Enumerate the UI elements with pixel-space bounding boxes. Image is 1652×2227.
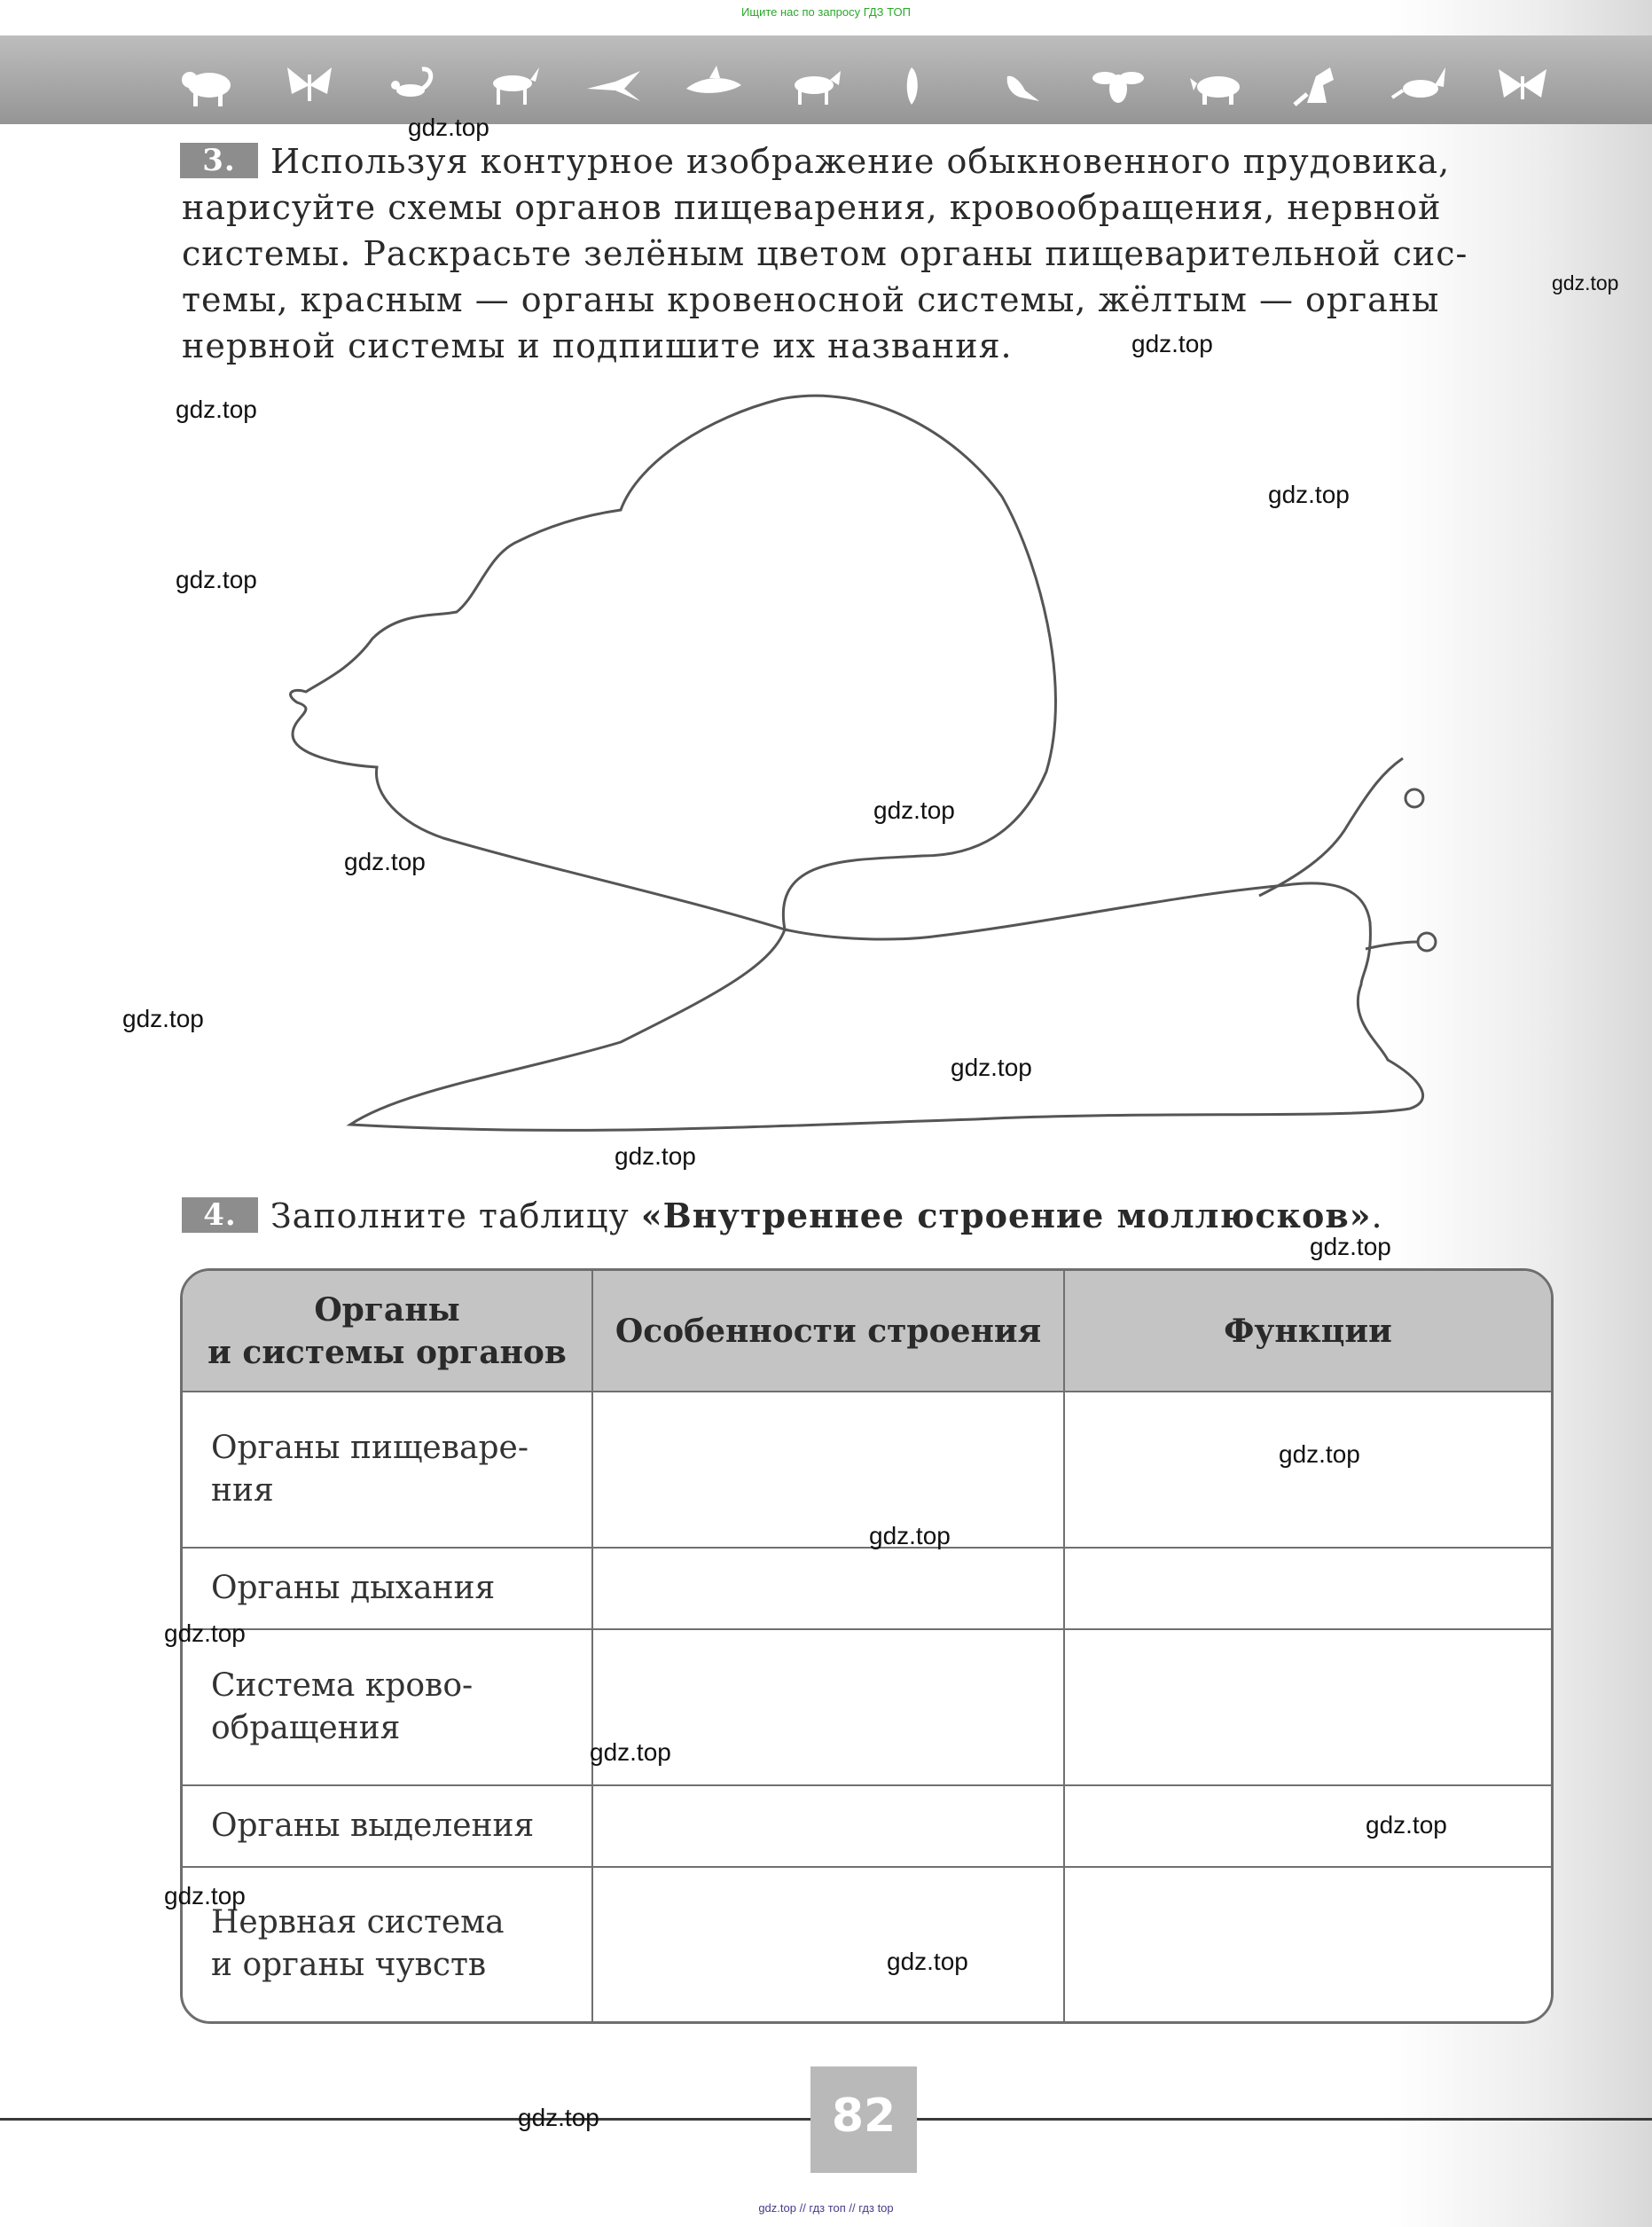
watermark: gdz.top: [164, 1882, 246, 1909]
row-label-excretory: Органы выделения: [183, 1785, 592, 1867]
task3-line-4: темы, красным — органы кровеносной системы, жёлтым — органы: [182, 280, 1440, 319]
row-label-nervous: Нервная система и органы чувств: [183, 1867, 592, 2021]
watermark: gdz.top: [518, 2104, 599, 2131]
cell-excretory-structure[interactable]: [592, 1785, 1064, 1867]
cell-nervous-functions[interactable]: [1064, 1867, 1551, 2021]
table-row: [183, 1867, 1551, 2021]
task4-instruction: Заполните таблицу: [270, 1196, 641, 1235]
task3-line-2: нарисуйте схемы органов пищеварения, кровообращения, нервной: [182, 188, 1442, 227]
row-label-respiratory: Органы дыхания: [183, 1548, 592, 1629]
snail-foot: [350, 883, 1423, 1131]
task4-table-title: «Внутреннее строение моллюсков»: [640, 1196, 1372, 1235]
snail-tentacle-lower: [1366, 942, 1417, 949]
watermark: gdz.top: [1279, 1440, 1360, 1468]
watermark: gdz.top: [1552, 271, 1619, 294]
cell-respiratory-functions[interactable]: [1064, 1548, 1551, 1629]
watermark: gdz.top: [1131, 330, 1213, 357]
watermark: gdz.top: [615, 1142, 696, 1170]
row-label-digestive: Органы пищеваре- ния: [183, 1392, 592, 1548]
table-row: [183, 1629, 1551, 1785]
watermark: gdz.top: [887, 1948, 968, 1975]
watermark: gdz.top: [869, 1522, 951, 1549]
watermark: gdz.top: [164, 1619, 246, 1647]
top-note: Ищите нас по запросу ГДЗ ТОП: [741, 5, 911, 19]
snail-eye-lower: [1418, 933, 1436, 951]
col-header-functions: Функции: [1064, 1271, 1551, 1392]
task3-line-3: системы. Раскрасьте зелёным цветом органы пищеварительной сис-: [182, 234, 1468, 273]
task4-text: 4. Заполните таблицу «Внутреннее строение моллюсков».: [182, 1193, 1552, 1239]
table-header-row: [183, 1271, 1551, 1392]
footer-rule-right: [917, 2118, 1652, 2121]
mollusc-structure-table: [180, 1268, 1554, 2024]
watermark: gdz.top: [408, 114, 489, 141]
snail-tentacle-upper: [1259, 758, 1403, 896]
task3-line-5: нервной системы и подпишите их названия.: [182, 326, 1013, 365]
col-header-structure: Особенности строения: [592, 1271, 1064, 1392]
cell-digestive-structure[interactable]: [592, 1392, 1064, 1548]
table-row: [183, 1785, 1551, 1867]
cell-respiratory-structure[interactable]: [592, 1548, 1064, 1629]
watermark: gdz.top: [344, 848, 426, 875]
watermark: gdz.top: [176, 566, 257, 593]
bottom-note: gdz.top // гдз топ // гдз top: [758, 2201, 894, 2215]
cell-digestive-functions[interactable]: [1064, 1392, 1551, 1548]
watermark: gdz.top: [1268, 481, 1350, 508]
col-header-organs: Органы и системы органов: [183, 1271, 592, 1392]
watermark: gdz.top: [951, 1054, 1032, 1081]
table-row: [183, 1548, 1551, 1629]
row-label-circulatory: Система крово- обращения: [183, 1629, 592, 1785]
table-row: [183, 1392, 1551, 1548]
watermark: gdz.top: [122, 1005, 204, 1032]
task4-number: 4.: [182, 1197, 258, 1233]
watermark: gdz.top: [873, 796, 955, 824]
page-number: 82: [810, 2066, 917, 2173]
cell-nervous-structure[interactable]: [592, 1867, 1064, 2021]
cell-excretory-functions[interactable]: [1064, 1785, 1551, 1867]
task3-line-1: 3. Используя контурное изображение обыкновенного прудовика,: [180, 138, 1552, 184]
cell-circulatory-functions[interactable]: [1064, 1629, 1551, 1785]
watermark: gdz.top: [1310, 1233, 1391, 1260]
watermark: gdz.top: [590, 1738, 671, 1766]
snail-eye-upper: [1405, 789, 1423, 807]
task3-number: 3.: [180, 143, 258, 178]
watermark: gdz.top: [1366, 1811, 1447, 1839]
watermark: gdz.top: [176, 396, 257, 423]
footer-rule-left: [0, 2118, 810, 2121]
